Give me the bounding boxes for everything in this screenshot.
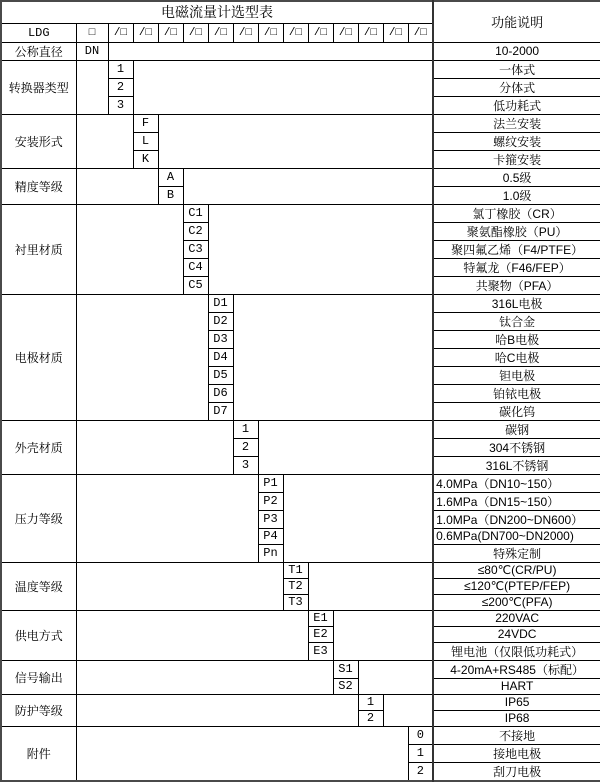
- function-value: 哈B电极: [433, 330, 600, 348]
- code-cell: E1: [308, 610, 333, 626]
- category-installation-type: 安装形式: [1, 114, 76, 168]
- function-value: HART: [433, 678, 600, 694]
- code-cell: 2: [358, 710, 383, 726]
- function-value: 碳钢: [433, 420, 600, 438]
- code-cell: Pn: [258, 544, 283, 562]
- function-value: 低功耗式: [433, 96, 600, 114]
- function-value: 一体式: [433, 60, 600, 78]
- function-value: 刮刀电极: [433, 762, 600, 781]
- code-cell: 1: [408, 744, 433, 762]
- code-slot: /□: [283, 23, 308, 42]
- function-value: 接地电极: [433, 744, 600, 762]
- function-column-header: 功能说明: [433, 1, 600, 42]
- code-cell: S1: [333, 660, 358, 678]
- function-value: ≤80℃(CR/PU): [433, 562, 600, 578]
- code-slot: /□: [158, 23, 183, 42]
- code-cell: 2: [233, 438, 258, 456]
- category-pressure-rating: 压力等级: [1, 474, 76, 562]
- code-slot: /□: [358, 23, 383, 42]
- function-value: 共聚物（PFA）: [433, 276, 600, 294]
- code-slot: /□: [133, 23, 158, 42]
- empty-cell: [358, 660, 433, 694]
- code-cell: 3: [233, 456, 258, 474]
- category-accessories: 附件: [1, 726, 76, 781]
- code-slot: /□: [308, 23, 333, 42]
- code-cell: 2: [108, 78, 133, 96]
- code-cell: D3: [208, 330, 233, 348]
- empty-cell: [183, 168, 433, 204]
- code-cell: L: [133, 132, 158, 150]
- code-cell: P2: [258, 492, 283, 510]
- function-value: 316L电极: [433, 294, 600, 312]
- function-value: 1.0MPa（DN200~DN600）: [433, 510, 600, 528]
- code-slot: /□: [408, 23, 433, 42]
- empty-cell: [76, 114, 133, 168]
- code-box-slot: □: [76, 23, 108, 42]
- function-value: 不接地: [433, 726, 600, 744]
- function-value: 氯丁橡胶（CR）: [433, 204, 600, 222]
- category-electrode-material: 电极材质: [1, 294, 76, 420]
- function-value: 0.6MPa(DN700~DN2000): [433, 528, 600, 544]
- empty-cell: [76, 204, 183, 294]
- function-value: 法兰安装: [433, 114, 600, 132]
- function-value: 0.5级: [433, 168, 600, 186]
- empty-cell: [76, 660, 333, 694]
- empty-cell: [133, 60, 433, 114]
- code-cell: E2: [308, 626, 333, 642]
- code-slot: /□: [208, 23, 233, 42]
- function-value: 螺纹安装: [433, 132, 600, 150]
- function-value: 铂铱电极: [433, 384, 600, 402]
- empty-cell: [76, 60, 108, 114]
- empty-cell: [308, 562, 433, 610]
- empty-cell: [76, 474, 258, 562]
- code-slot: /□: [383, 23, 408, 42]
- code-cell: T3: [283, 594, 308, 610]
- function-value: 316L不锈钢: [433, 456, 600, 474]
- function-value: 4.0MPa（DN10~150）: [433, 474, 600, 492]
- empty-cell: [233, 294, 433, 420]
- code-cell: D4: [208, 348, 233, 366]
- category-housing-material: 外壳材质: [1, 420, 76, 474]
- code-slot: /□: [183, 23, 208, 42]
- code-cell: P1: [258, 474, 283, 492]
- function-value: 特殊定制: [433, 544, 600, 562]
- code-cell: A: [158, 168, 183, 186]
- function-value: 特氟龙（F46/FEP）: [433, 258, 600, 276]
- function-value: IP65: [433, 694, 600, 710]
- empty-cell: [208, 204, 433, 294]
- function-value: 304不锈钢: [433, 438, 600, 456]
- function-value: 哈C电极: [433, 348, 600, 366]
- category-accuracy-class: 精度等级: [1, 168, 76, 204]
- code-cell: D1: [208, 294, 233, 312]
- code-cell: 1: [108, 60, 133, 78]
- category-signal-output: 信号输出: [1, 660, 76, 694]
- category-protection-rating: 防护等级: [1, 694, 76, 726]
- code-cell: C5: [183, 276, 208, 294]
- code-cell: F: [133, 114, 158, 132]
- empty-cell: [76, 294, 208, 420]
- function-value: 4-20mA+RS485（标配）: [433, 660, 600, 678]
- code-slot: /□: [333, 23, 358, 42]
- code-cell: E3: [308, 642, 333, 660]
- category-temperature-rating: 温度等级: [1, 562, 76, 610]
- empty-cell: [258, 420, 433, 474]
- code-cell: T2: [283, 578, 308, 594]
- code-cell: 2: [408, 762, 433, 781]
- function-value: 聚氨酯橡胶（PU）: [433, 222, 600, 240]
- code-cell: 1: [233, 420, 258, 438]
- table-title: 电磁流量计选型表: [1, 1, 433, 23]
- empty-cell: [108, 42, 433, 60]
- function-value: 24VDC: [433, 626, 600, 642]
- code-cell: D6: [208, 384, 233, 402]
- function-value: 钛合金: [433, 312, 600, 330]
- function-value: 碳化钨: [433, 402, 600, 420]
- code-cell: 0: [408, 726, 433, 744]
- category-converter-type: 转换器类型: [1, 60, 76, 114]
- code-cell: D2: [208, 312, 233, 330]
- empty-cell: [383, 694, 433, 726]
- category-liner-material: 衬里材质: [1, 204, 76, 294]
- function-value: 1.0级: [433, 186, 600, 204]
- code-cell: C4: [183, 258, 208, 276]
- code-cell: DN: [76, 42, 108, 60]
- function-value: 分体式: [433, 78, 600, 96]
- empty-cell: [333, 610, 433, 660]
- empty-cell: [158, 114, 433, 168]
- function-value: 1.6MPa（DN15~150）: [433, 492, 600, 510]
- code-cell: S2: [333, 678, 358, 694]
- empty-cell: [283, 474, 433, 562]
- category-nominal-diameter: 公称直径: [1, 42, 76, 60]
- code-slot: /□: [233, 23, 258, 42]
- code-slot: /□: [258, 23, 283, 42]
- code-cell: P3: [258, 510, 283, 528]
- empty-cell: [76, 694, 358, 726]
- code-slot: /□: [108, 23, 133, 42]
- function-value: 聚四氟乙烯（F4/PTFE）: [433, 240, 600, 258]
- code-cell: K: [133, 150, 158, 168]
- empty-cell: [76, 726, 408, 781]
- code-cell: C2: [183, 222, 208, 240]
- empty-cell: [76, 420, 233, 474]
- function-value: ≤200℃(PFA): [433, 594, 600, 610]
- code-cell: T1: [283, 562, 308, 578]
- empty-cell: [76, 610, 308, 660]
- code-cell: 1: [358, 694, 383, 710]
- category-power-supply: 供电方式: [1, 610, 76, 660]
- function-value: 10-2000: [433, 42, 600, 60]
- function-value: 锂电池（仅限低功耗式）: [433, 642, 600, 660]
- code-cell: D5: [208, 366, 233, 384]
- function-value: ≤120℃(PTEP/FEP): [433, 578, 600, 594]
- code-cell: B: [158, 186, 183, 204]
- model-prefix-label: LDG: [1, 23, 76, 42]
- empty-cell: [76, 168, 158, 204]
- code-cell: C1: [183, 204, 208, 222]
- code-cell: C3: [183, 240, 208, 258]
- code-cell: P4: [258, 528, 283, 544]
- function-value: 钽电极: [433, 366, 600, 384]
- code-cell: D7: [208, 402, 233, 420]
- empty-cell: [76, 562, 283, 610]
- code-cell: 3: [108, 96, 133, 114]
- function-value: 220VAC: [433, 610, 600, 626]
- function-value: IP68: [433, 710, 600, 726]
- function-value: 卡箍安装: [433, 150, 600, 168]
